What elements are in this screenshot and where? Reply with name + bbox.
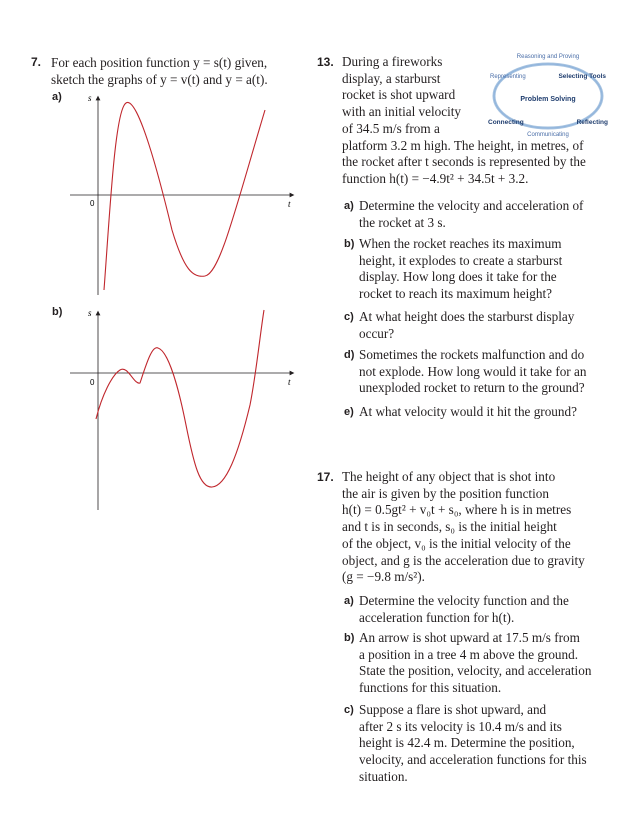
part-text-line: When the rocket reaches its maximum	[359, 236, 562, 251]
part-text-line: acceleration function for h(t).	[359, 609, 515, 625]
part-label: c)	[344, 704, 354, 716]
question-text-line: The height of any object that is shot into	[342, 469, 556, 484]
question-text-line: function h(t) = −4.9t² + 34.5t + 3.2.	[342, 170, 529, 186]
graph-a	[60, 90, 300, 300]
question-text-line: display, a starburst	[342, 70, 441, 86]
question-number: 17.	[317, 470, 334, 484]
part-text-line: unexploded rocket to return to the ground?	[359, 380, 585, 396]
y-axis-label: s	[88, 93, 92, 103]
x-axis-label: t	[288, 377, 291, 387]
part-text-line: a position in a tree 4 m above the ground.	[359, 646, 579, 662]
question-text-line: (g = −9.8 m/s²).	[342, 569, 425, 585]
part-text-line: rocket to reach its maximum height?	[359, 286, 552, 302]
y-axis-label: s	[88, 308, 92, 318]
part-text-line: display. How long does it take for the	[359, 269, 557, 285]
question-text-line: of 34.5 m/s from a	[342, 120, 440, 136]
question-text-line: with an initial velocity	[342, 104, 462, 120]
part-label: b)	[344, 238, 355, 250]
question-text-line: For each position function y = s(t) given,	[51, 55, 268, 70]
question-text-line: During a fireworks	[342, 54, 443, 69]
graph-b-label: b)	[52, 306, 63, 318]
part-text-line: Determine the velocity and acceleration of	[359, 198, 584, 213]
part-text-line: Sometimes the rockets malfunction and do	[359, 347, 585, 362]
math-process-badge	[486, 48, 610, 148]
badge-reasoning: Reasoning and Proving	[516, 54, 580, 60]
origin-label: 0	[90, 378, 95, 387]
part-text-line: height is 42.4 m. Determine the position,	[359, 735, 575, 751]
question-number: 7.	[31, 55, 42, 69]
part-label: c)	[344, 311, 354, 323]
badge-connecting: Connecting	[488, 119, 524, 126]
badge-representing: Representing	[490, 74, 526, 80]
part-label: a)	[344, 595, 354, 607]
part-text-line: Suppose a flare is shot upward, and	[359, 702, 547, 717]
badge-communicating: Communicating	[527, 132, 569, 138]
badge-problem-solving: Problem Solving	[520, 96, 576, 103]
question-text-line: sketch the graphs of y = v(t) and y = a(t).	[51, 72, 268, 87]
question-text-line: of the object, v₀ is the initial velocity of the	[342, 535, 571, 551]
part-text-line: not explode. How long would it take for an	[359, 363, 587, 379]
part-text-line: Determine the velocity function and the	[359, 593, 569, 608]
graph-a-label: a)	[52, 91, 62, 103]
part-text-line: velocity, and acceleration functions for this	[359, 752, 587, 768]
origin-label: 0	[90, 199, 95, 208]
question-text-line: platform 3.2 m high. The height, in metres, of	[342, 137, 584, 153]
part-text-line: occur?	[359, 325, 395, 341]
badge-reflecting: Reflecting	[576, 119, 608, 126]
part-text-line: the rocket at 3 s.	[359, 214, 446, 230]
part-text-line: situation.	[359, 768, 408, 784]
question-text-line: h(t) = 0.5gt² + v₀t + s₀, where h is in metres	[342, 502, 572, 518]
graph-b	[60, 305, 300, 515]
question-text-line: and t is in seconds, s₀ is the initial height	[342, 519, 557, 535]
question-text-line: the air is given by the position function	[342, 485, 549, 501]
position-curve	[96, 310, 264, 487]
part-text-line: State the position, velocity, and acceleration	[359, 663, 592, 679]
question-text-line: rocket is shot upward	[342, 87, 456, 103]
part-text-line: height, it explodes to create a starburst	[359, 252, 563, 268]
question-number: 13.	[317, 55, 334, 69]
badge-selecting-tools: Selecting Tools	[558, 73, 606, 80]
part-label: a)	[344, 200, 354, 212]
part-text-line: At what height does the starburst display	[359, 309, 575, 324]
part-label: e)	[344, 406, 354, 418]
part-text-line: An arrow is shot upward at 17.5 m/s from	[359, 630, 580, 645]
question-text-line: object, and g is the acceleration due to gravity	[342, 552, 585, 568]
question-text-line: the rocket after t seconds is represented by the	[342, 154, 586, 170]
part-text-line: after 2 s its velocity is 10.4 m/s and its	[359, 718, 562, 734]
x-axis-label: t	[288, 199, 291, 209]
part-label: b)	[344, 632, 355, 644]
part-text-line: At what velocity would it hit the ground?	[359, 404, 577, 419]
part-label: d)	[344, 349, 355, 361]
position-curve	[104, 102, 265, 290]
part-text-line: functions for this situation.	[359, 680, 502, 696]
